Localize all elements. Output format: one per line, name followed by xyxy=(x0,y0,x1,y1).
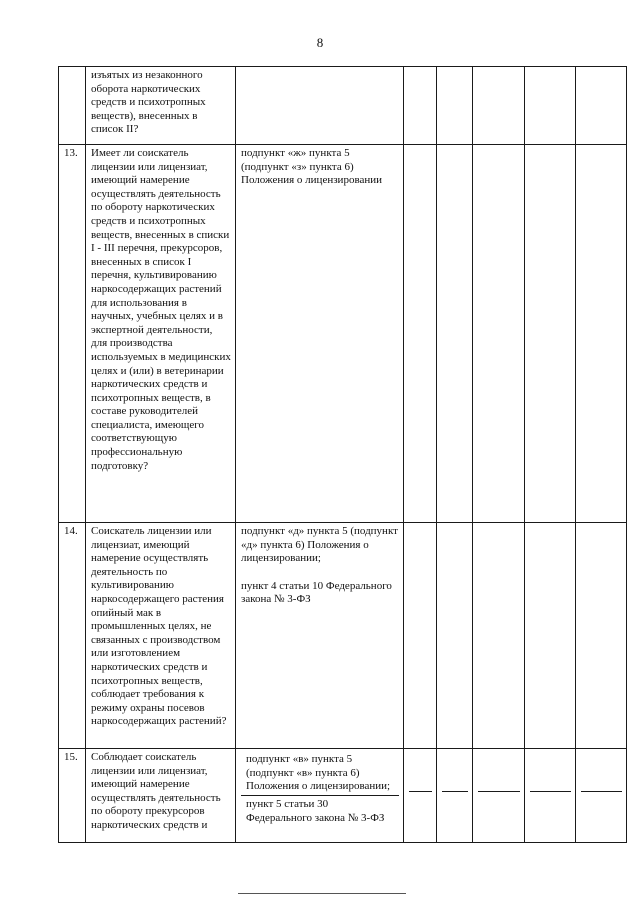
answer-cell xyxy=(437,749,473,843)
reference-text: подпункт «в» пункта 5 (подпункт «в» пункта 6) Положения о лицензировании; xyxy=(246,753,391,793)
table-row xyxy=(59,749,627,843)
question-cell: Соблюдает соискатель лицензии или лицензиат, имеющий намерение осуществлять деятельность по обороту прекурсоров наркотических средств и xyxy=(86,749,236,843)
reference-text: пункт 5 статьи 30 Федерального закона № 3-ФЗ xyxy=(241,795,399,827)
answer-cell xyxy=(525,145,576,523)
table-row xyxy=(59,67,627,145)
row-number: 15. xyxy=(59,749,86,843)
answer-cell xyxy=(576,523,627,749)
table-row xyxy=(59,145,627,523)
question-cell: Соискатель лицензии или лицензиат, имеющий намерение осуществлять деятельность по культивированию наркосодержащего растения опийный мак в промышленных целях, не связанных с производством или изготовлением наркотических средств и психотропных веществ, соблюдает требования к режиму охраны посевов наркосодержащих растений? xyxy=(86,523,236,749)
reference-text: подпункт «д» пункта 5 (подпункт «д» пункта 6) Положения о лицензировании; xyxy=(241,525,398,565)
answer-cell xyxy=(473,749,525,843)
answer-cell xyxy=(404,523,437,749)
answer-cell xyxy=(437,67,473,145)
answer-cell xyxy=(437,523,473,749)
checklist-table xyxy=(58,66,627,843)
answer-cell xyxy=(576,67,627,145)
answer-cell xyxy=(525,523,576,749)
question-cell: Имеет ли соискатель лицензии или лицензиат, имеющий намерение осуществлять деятельность по обороту наркотических средств и психотропных веществ, внесенных в списки I - III перечня, прекурсоров, внесенных в список I перечня, культивированию наркосодержащих растений для использования в научных, учебных целях и в экспертной деятельности, для производства используемых в медицинских целях и (или) в ветеринарии наркотических средств и психотропных веществ, в составе руководителей специалиста, имеющего соответствующую профессиональную подготовку? xyxy=(86,145,236,523)
question-cell: изъятых из незаконного оборота наркотических средств и психотропных веществ), внесенных в список II? xyxy=(86,67,236,145)
answer-cell xyxy=(437,145,473,523)
reference-cell xyxy=(236,749,404,843)
page-number: 8 xyxy=(316,35,324,50)
row-number: 14. xyxy=(59,523,86,749)
reference-cell xyxy=(236,523,404,749)
answer-cell xyxy=(404,145,437,523)
table-row xyxy=(59,523,627,749)
answer-cell xyxy=(473,523,525,749)
answer-cell xyxy=(473,145,525,523)
answer-cell xyxy=(576,145,627,523)
reference-text: подпункт «ж» пункта 5 (подпункт «з» пункта 6) Положения о лицензировании xyxy=(241,147,383,187)
row-number: 13. xyxy=(59,145,86,523)
reference-cell xyxy=(236,145,404,523)
answer-cell xyxy=(525,749,576,843)
answer-cell xyxy=(525,67,576,145)
answer-cell xyxy=(404,67,437,145)
answer-cell xyxy=(473,67,525,145)
reference-cell xyxy=(236,67,404,145)
answer-cell xyxy=(576,749,627,843)
answer-cell xyxy=(404,749,437,843)
row-number xyxy=(59,67,86,145)
reference-text: пункт 4 статьи 10 Федерального закона № 3-ФЗ xyxy=(241,579,392,606)
scan-divider-line xyxy=(238,893,406,894)
